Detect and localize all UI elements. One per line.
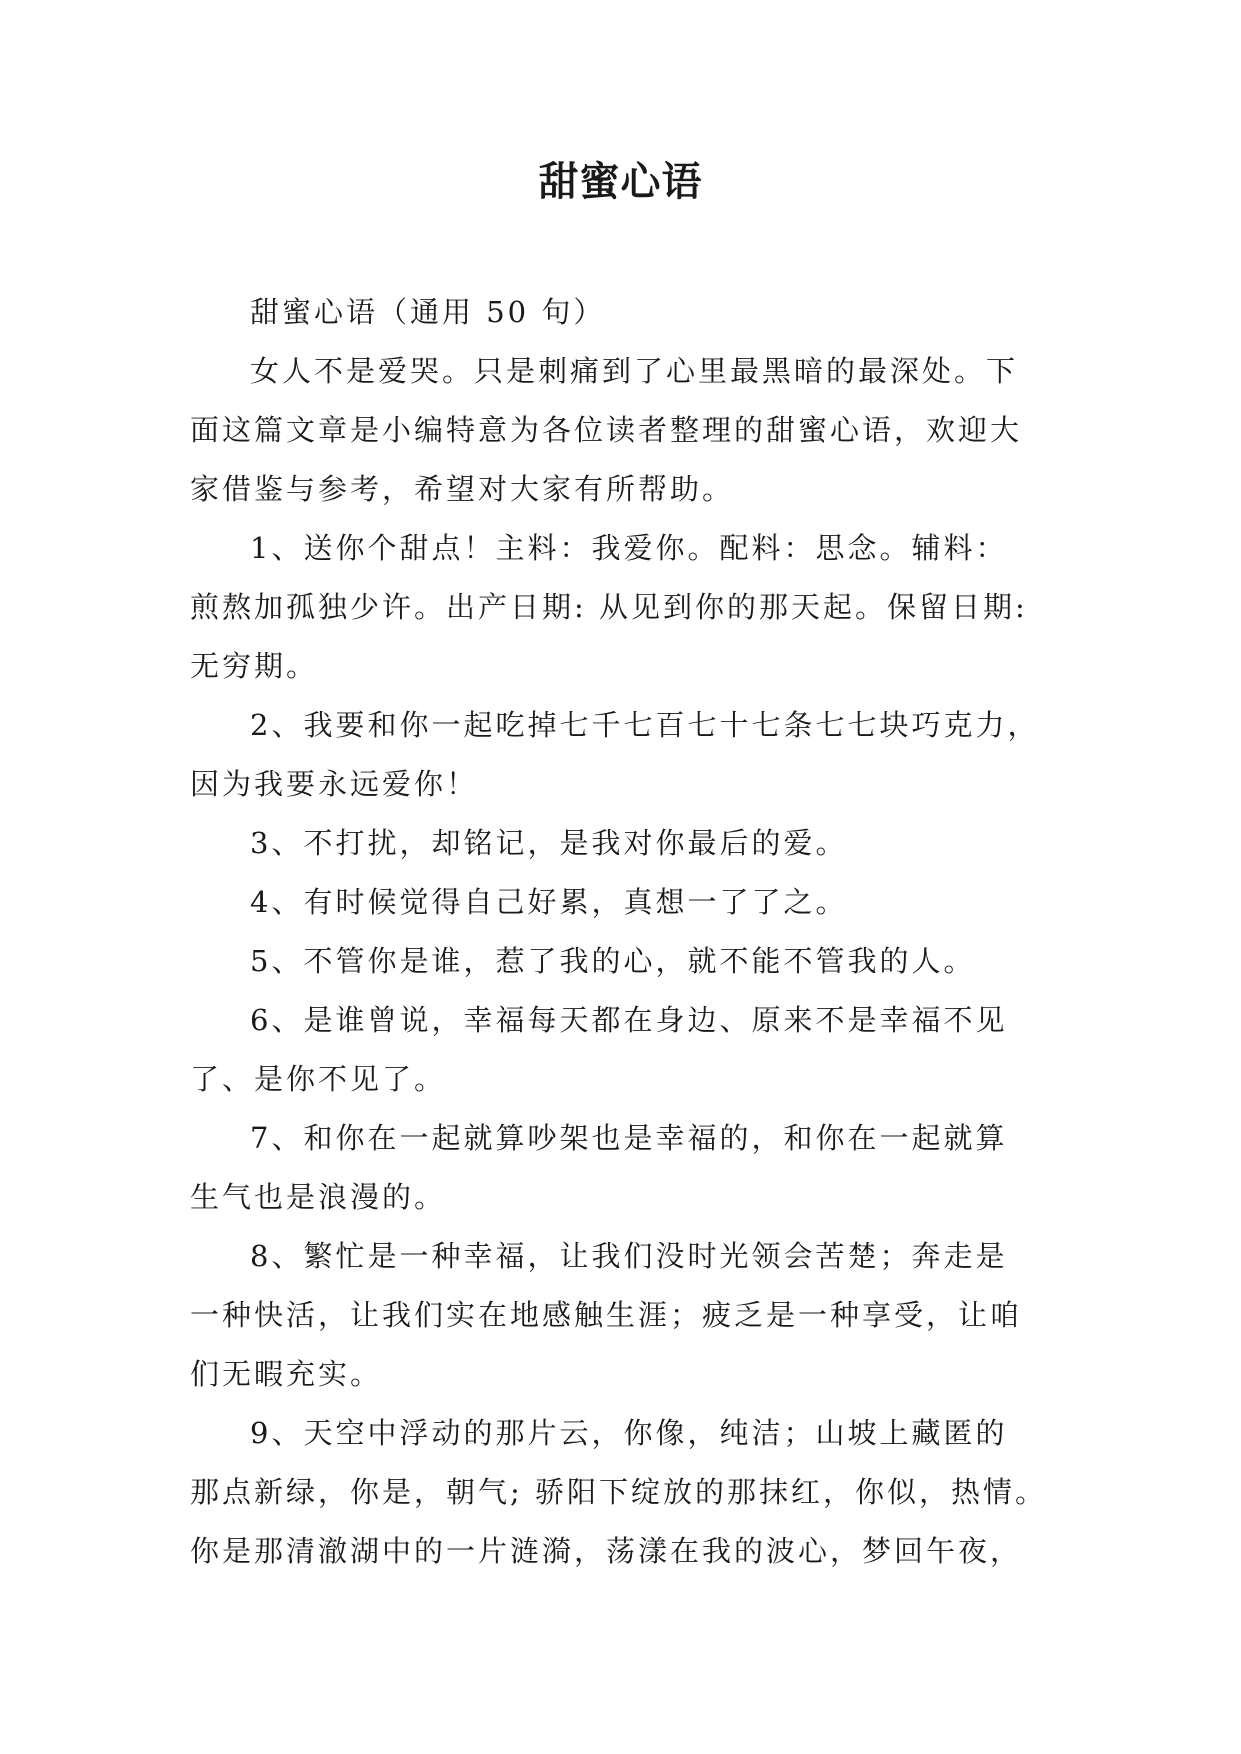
- text-line: 面这篇文章是小编特意为各位读者整理的甜蜜心语，欢迎大: [190, 413, 1023, 447]
- text-line: 生气也是浪漫的。: [190, 1180, 447, 1214]
- text-line: 5、不管你是谁，惹了我的心，就不能不管我的人。: [250, 944, 976, 978]
- text-line: 一种快活，让我们实在地感触生涯；疲乏是一种享受，让咱: [190, 1298, 1023, 1332]
- text-line: 煎熬加孤独少许。出产日期: 从见到你的那天起。保留日期:: [190, 590, 1028, 624]
- text-line: 你是那清澈湖中的一片涟漪，荡漾在我的波心，梦回午夜，: [190, 1534, 1023, 1568]
- text-line: 女人不是爱哭。只是刺痛到了心里最黑暗的最深处。下: [250, 354, 1019, 388]
- document-title: 甜蜜心语: [538, 158, 703, 205]
- text-line: 3、不打扰，却铭记，是我对你最后的爱。: [250, 826, 848, 860]
- text-line: 1、送你个甜点！主料：我爱你。配料：思念。辅料：: [250, 531, 1008, 565]
- text-line: 了、是你不见了。: [190, 1062, 447, 1096]
- text-line: 7、和你在一起就算吵架也是幸福的，和你在一起就算: [250, 1121, 1008, 1155]
- text-line: 无穷期。: [190, 649, 319, 683]
- text-line: 家借鉴与参考，希望对大家有所帮助。: [190, 472, 735, 506]
- document-body: [190, 283, 1054, 1581]
- text-line: 6、是谁曾说，幸福每天都在身边、原来不是幸福不见: [250, 1003, 1008, 1037]
- text-line: 8、繁忙是一种幸福，让我们没时光领会苦楚；奔走是: [250, 1239, 1008, 1273]
- text-line: 们无暇充实。: [190, 1357, 383, 1391]
- text-line: 因为我要永远爱你！: [190, 767, 479, 801]
- text-line: 那点新绿，你是，朝气; 骄阳下绽放的那抹红，你似，热情。: [190, 1475, 1047, 1509]
- text-line: 9、天空中浮动的那片云，你像，纯洁；山坡上藏匿的: [250, 1416, 1008, 1450]
- text-line: 甜蜜心语（通用 50 句）: [250, 295, 606, 329]
- text-line: 4、有时候觉得自己好累，真想一了了之。: [250, 885, 848, 919]
- text-line: 2、我要和你一起吃掉七千七百七十七条七七块巧克力，: [250, 708, 1040, 742]
